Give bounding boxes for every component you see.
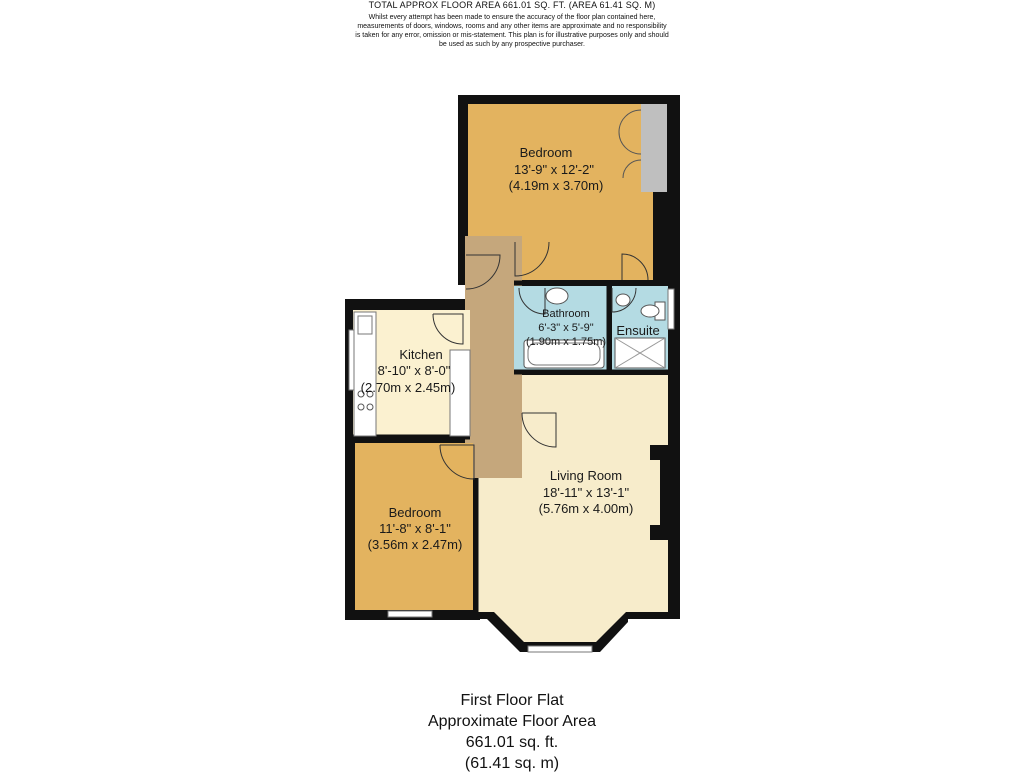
room-name: Kitchen	[399, 347, 443, 362]
room-metric: (3.56m x 2.47m)	[367, 537, 463, 552]
room-imperial: 18'-11" x 13'-1"	[542, 485, 630, 500]
room-metric: (5.76m x 4.00m)	[538, 501, 634, 516]
wardrobe	[641, 104, 667, 192]
room-imperial: 13'-9" x 12'-2"	[514, 162, 594, 177]
kitchen-counter	[354, 312, 376, 436]
room-name: Living Room	[549, 468, 623, 483]
room-name: Bathroom	[542, 308, 590, 320]
area-sqft: 661.01 sq. ft.	[465, 734, 559, 751]
hallway-floor	[465, 236, 522, 478]
disclaimer-line: be used as such by any prospective purchaser.	[439, 41, 585, 48]
area-sqm: (61.41 sq. m)	[464, 755, 560, 772]
room-metric: (2.70m x 2.45m)	[360, 380, 456, 395]
living-room-label	[539, 468, 634, 516]
disclaimer-line: measurements of doors, windows, rooms and any other items are approximate and no responsibility	[357, 23, 667, 30]
ensuite-basin	[616, 294, 630, 306]
disclaimer-line: Whilst every attempt has been made to ensure the accuracy of the floor plan contained here,	[368, 14, 656, 21]
room-imperial: 11'-8" x 8'-1"	[379, 521, 451, 536]
floor-name: First Floor Flat	[460, 692, 564, 709]
room-name: Bedroom	[388, 505, 442, 520]
room-metric: (1.90m x 1.75m)	[525, 336, 607, 348]
room-metric: (4.19m x 3.70m)	[508, 178, 604, 193]
disclaimer-line: is taken for any error, omission or mis-statement. This plan is for illustrative purposes only and should	[355, 32, 669, 39]
floor-area-summary	[0, 690, 1024, 774]
ensuite-label	[616, 323, 659, 338]
bathroom-sink	[546, 288, 568, 304]
total-floor-area-title: TOTAL APPROX FLOOR AREA 661.01 SQ. FT. (AREA 61.41 SQ. M)	[368, 0, 656, 10]
room-name: Ensuite	[616, 323, 660, 338]
room-imperial: 6'-3" x 5'-9"	[538, 322, 594, 334]
shower-tray	[615, 338, 665, 368]
area-heading: Approximate Floor Area	[427, 713, 597, 730]
room-imperial: 8'-10" x 8'-0"	[377, 363, 451, 378]
room-name: Bedroom	[519, 145, 573, 160]
